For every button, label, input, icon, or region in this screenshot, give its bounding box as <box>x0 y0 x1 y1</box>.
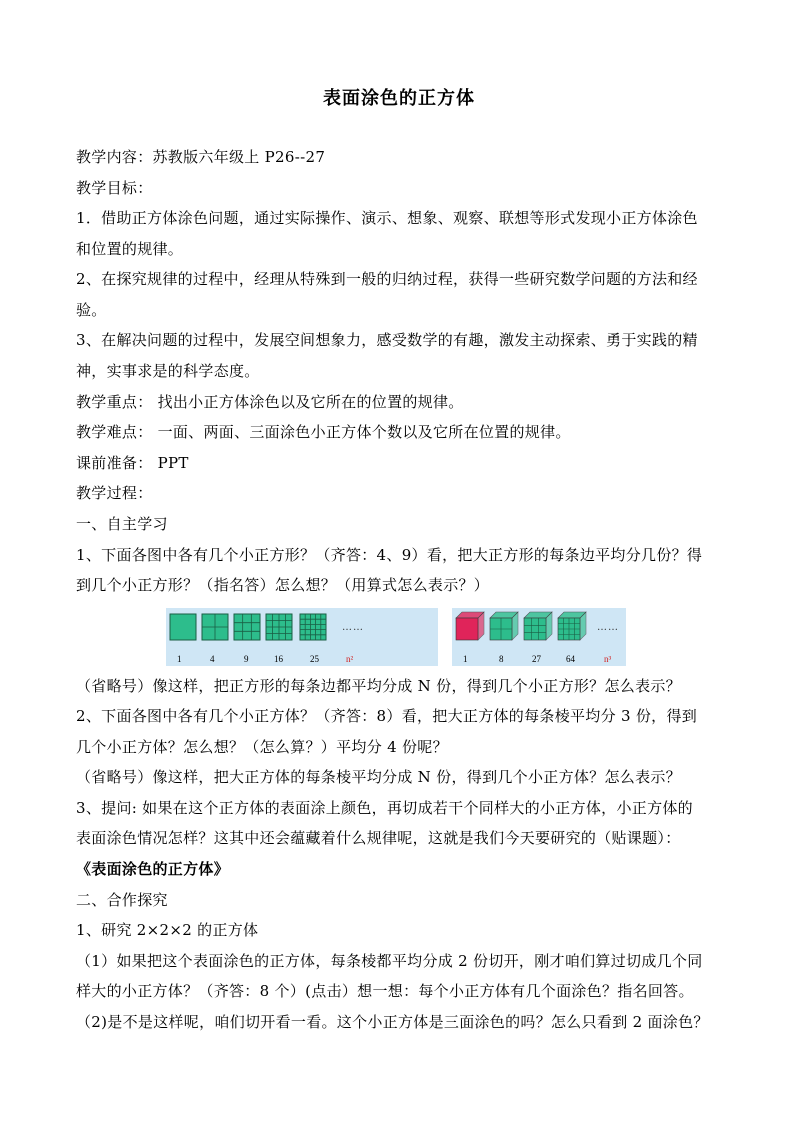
cubes-dots: …… <box>597 622 619 633</box>
lesson-title-line: 《表面涂色的正方体》 <box>76 860 230 878</box>
text-line: （2)是不是这样呢，咱们切开看一看。这个小正方体是三面涂色的吗？怎么只看到 2 面涂色？ <box>76 1013 709 1031</box>
text-line: （1）如果把这个表面涂色的正方体，每条棱都平均分成 2 份切开，刚才咱们算过切成几个同 <box>76 952 703 970</box>
cubes-label-n3: n³ <box>604 654 612 664</box>
square-2x2 <box>202 614 228 640</box>
text-line: 教学过程： <box>76 484 153 502</box>
square-1x1 <box>170 614 196 640</box>
text-line: 2、在探究规律的过程中，经理从特殊到一般的归纳过程，获得一些研究数学问题的方法和经 <box>76 270 698 288</box>
text-line: 课前准备： PPT <box>76 454 189 472</box>
text-line: 一、自主学习 <box>76 515 168 533</box>
cube-3 <box>524 612 552 640</box>
text-line: （省略号）像这样，把正方形的每条边都平均分成 N 份，得到几个小正方形？怎么表示？ <box>76 677 681 695</box>
squares-label-16: 16 <box>274 654 283 664</box>
text-line: 1、下面各图中各有几个小正方形？（齐答：4、9）看，把大正方形的每条边平均分几份？得 <box>76 546 703 564</box>
text-line: 教学重点： 找出小正方体涂色以及它所在的位置的规律。 <box>76 393 464 411</box>
text-line: 2、下面各图中各有几个小正方体？（齐答：8）看，把大正方体的每条棱平均分 3 份，得到 <box>76 707 698 725</box>
squares-dots: …… <box>342 622 364 633</box>
text-line: （省略号）像这样，把大正方体的每条棱平均分成 N 份，得到几个小正方体？怎么表示？ <box>76 768 681 786</box>
document-title: 表面涂色的正方体 <box>323 88 475 109</box>
squares-label-9: 9 <box>244 654 249 664</box>
cubes-figure <box>452 608 626 666</box>
squares-label-4: 4 <box>210 654 215 664</box>
text-line: 教学内容：苏教版六年级上 P26--27 <box>76 148 326 166</box>
squares-label-25: 25 <box>310 654 319 664</box>
cube-2 <box>490 612 518 640</box>
cubes-label-1: 1 <box>463 654 468 664</box>
square-4x4 <box>266 614 292 640</box>
text-line: 3、提问: 如果在这个正方体的表面涂上颜色，再切成若干个同样大的小正方体，小正方体的 <box>76 799 693 817</box>
text-line: 几个小正方体？怎么想？（怎么算？）平均分 4 份呢？ <box>76 738 448 756</box>
text-line: 到几个小正方形？（指名答）怎么想？（用算式怎么表示？） <box>76 576 490 594</box>
cubes-label-8: 8 <box>499 654 504 664</box>
cube-4 <box>558 612 586 640</box>
text-line: 教学难点： 一面、两面、三面涂色小正方体个数以及它所在位置的规律。 <box>76 423 571 441</box>
squares-svg <box>166 608 438 666</box>
squares-label-1: 1 <box>177 654 182 664</box>
text-line: 神，实事求是的科学态度。 <box>76 362 260 380</box>
square-3x3 <box>234 614 260 640</box>
square-5x5 <box>300 614 326 640</box>
text-line: 1．借助正方体涂色问题，通过实际操作、演示、想象、观察、联想等形式发现小正方体涂色 <box>76 209 698 227</box>
squares-figure <box>166 608 438 666</box>
cubes-label-27: 27 <box>532 654 541 664</box>
text-line: 表面涂色情况怎样？这其中还会蕴藏着什么规律呢，这就是我们今天要研究的（贴课题）： <box>76 829 681 847</box>
text-line: 验。 <box>76 301 107 319</box>
cube-1 <box>456 612 484 640</box>
text-line: 教学目标： <box>76 179 153 197</box>
cubes-label-64: 64 <box>566 654 575 664</box>
squares-label-n2: n² <box>346 654 354 664</box>
text-line: 3、在解决问题的过程中，发展空间想象力，感受数学的有趣，激发主动探索、勇于实践的精 <box>76 331 698 349</box>
text-line: 样大的小正方体？（齐答：8 个）(点击）想一想：每个小正方体有几个面涂色？指名回答。 <box>76 982 694 1000</box>
text-line: 和位置的规律。 <box>76 240 184 258</box>
text-line: 1、研究 2×2×2 的正方体 <box>76 921 259 939</box>
text-line: 二、合作探究 <box>76 891 168 909</box>
